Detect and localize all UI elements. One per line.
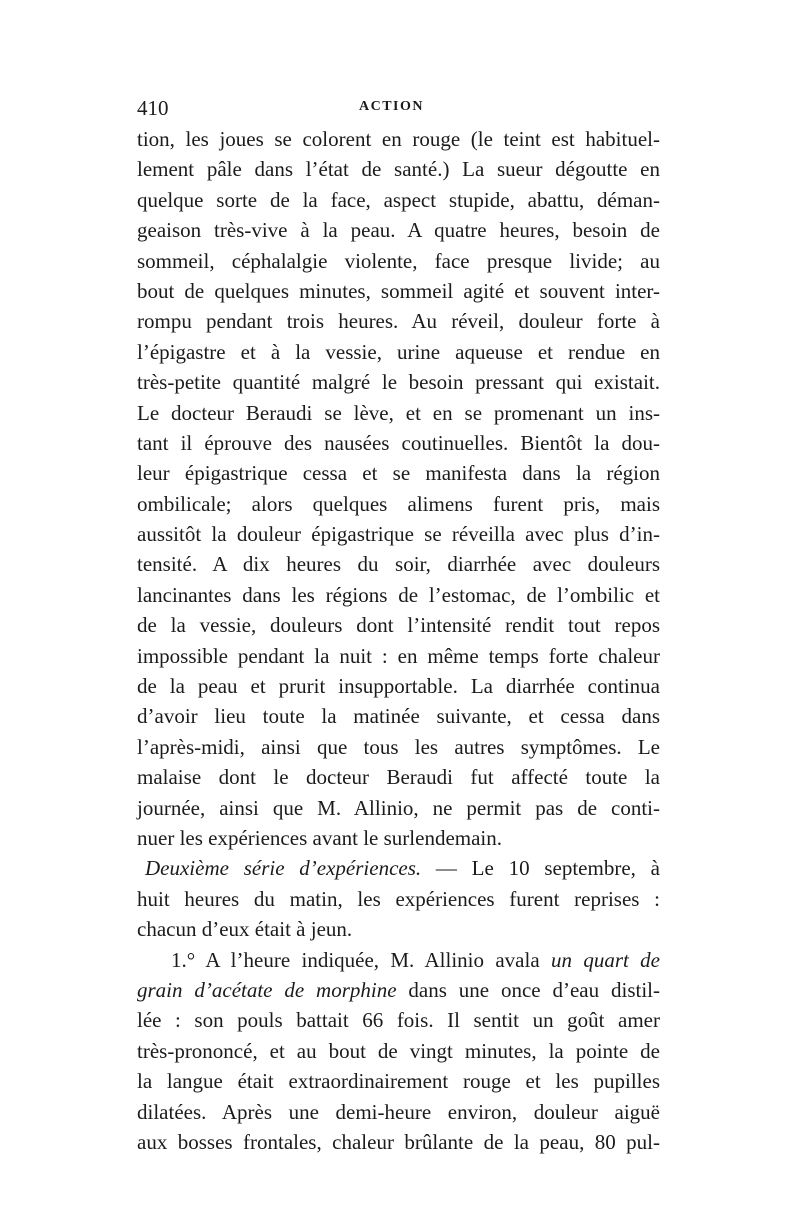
text-line: aussitôt la douleur épigastrique se réveilla avec plus d’in- (137, 522, 660, 547)
text-line: Le docteur Beraudi se lève, et en se promenant un ins- (137, 400, 660, 425)
text-line: nuer les expériences avant le surlendemain. (137, 825, 503, 850)
text-line: d’avoir lieu toute la matinée suivante, et cessa dans (137, 704, 660, 729)
section-heading-rest: — Le 10 septembre, à (421, 856, 660, 881)
text-line: sommeil, céphalalgie violente, face presque livide; au (137, 248, 660, 273)
text-line: impossible pendant la nuit : en même temps forte chaleur (137, 643, 660, 668)
text-line: lée : son pouls battait 66 fois. Il sentit un goût amer (137, 1008, 660, 1033)
text-line: rompu pendant trois heures. Au réveil, douleur forte à (137, 309, 660, 334)
text-line: huit heures du matin, les expériences furent reprises : (137, 886, 660, 911)
text-line: aux bosses frontales, chaleur brûlante de la peau, 80 pul- (137, 1129, 660, 1154)
text-line: leur épigastrique cessa et se manifesta dans la région (137, 461, 660, 486)
italic-phrase: un quart de (550, 947, 660, 972)
text-line: quelque sorte de la face, aspect stupide, abattu, déman- (137, 187, 660, 212)
paragraph-continuation: dans une once d’eau distil- (396, 977, 661, 1002)
paragraph-first-line (137, 945, 660, 975)
text-line: très-prononcé, et au bout de vingt minutes, la pointe de (137, 1038, 660, 1063)
text-line: geaison très-vive à la peau. A quatre heures, besoin de (137, 218, 660, 243)
running-head: ACTION (359, 99, 425, 114)
italic-phrase: grain d’acétate de morphine (137, 977, 397, 1002)
page-header (137, 96, 660, 122)
body-text (137, 124, 660, 1157)
paragraph-second-line (137, 975, 660, 1005)
text-line: ombilicale; alors quelques alimens furent pris, mais (137, 491, 660, 516)
text-line: tion, les joues se colorent en rouge (le teint est habituel- (137, 127, 660, 151)
text-line: journée, ainsi que M. Allinio, ne permit pas de conti- (137, 795, 660, 820)
text-line: de la peau et prurit insupportable. La diarrhée continua (137, 674, 660, 699)
text-line: l’épigastre et à la vessie, urine aqueuse et rendue en (137, 339, 660, 364)
text-line: tensité. A dix heures du soir, diarrhée avec douleurs (137, 552, 660, 577)
text-line: l’après-midi, ainsi que tous les autres symptômes. Le (137, 734, 660, 759)
text-line: bout de quelques minutes, sommeil agité et souvent inter- (137, 278, 660, 303)
text-line: très-petite quantité malgré le besoin pressant qui existait. (137, 370, 660, 395)
text-line: dilatées. Après une demi-heure environ, douleur aiguë (137, 1099, 660, 1124)
text-line: de la vessie, douleurs dont l’intensité rendit tout repos (137, 613, 660, 638)
text-line: chacun d’eux était à jeun. (137, 917, 353, 942)
text-line: lement pâle dans l’état de santé.) La sueur dégoutte en (137, 157, 660, 182)
section-heading: Deuxième série d’expériences. (145, 856, 422, 881)
section-heading-line (137, 853, 660, 883)
text-line: lancinantes dans les régions de l’estomac, de l’ombilic et (137, 582, 660, 607)
text-line: malaise dont le docteur Beraudi fut affecté toute la (137, 765, 660, 790)
paragraph-start: 1.° A l’heure indiquée, M. Allinio avala (171, 947, 551, 972)
text-line: tant il éprouve des nausées coutinuelles. Bientôt la dou- (137, 430, 660, 455)
text-line: la langue était extraordinairement rouge et les pupilles (137, 1069, 660, 1094)
page-number: 410 (137, 96, 169, 120)
